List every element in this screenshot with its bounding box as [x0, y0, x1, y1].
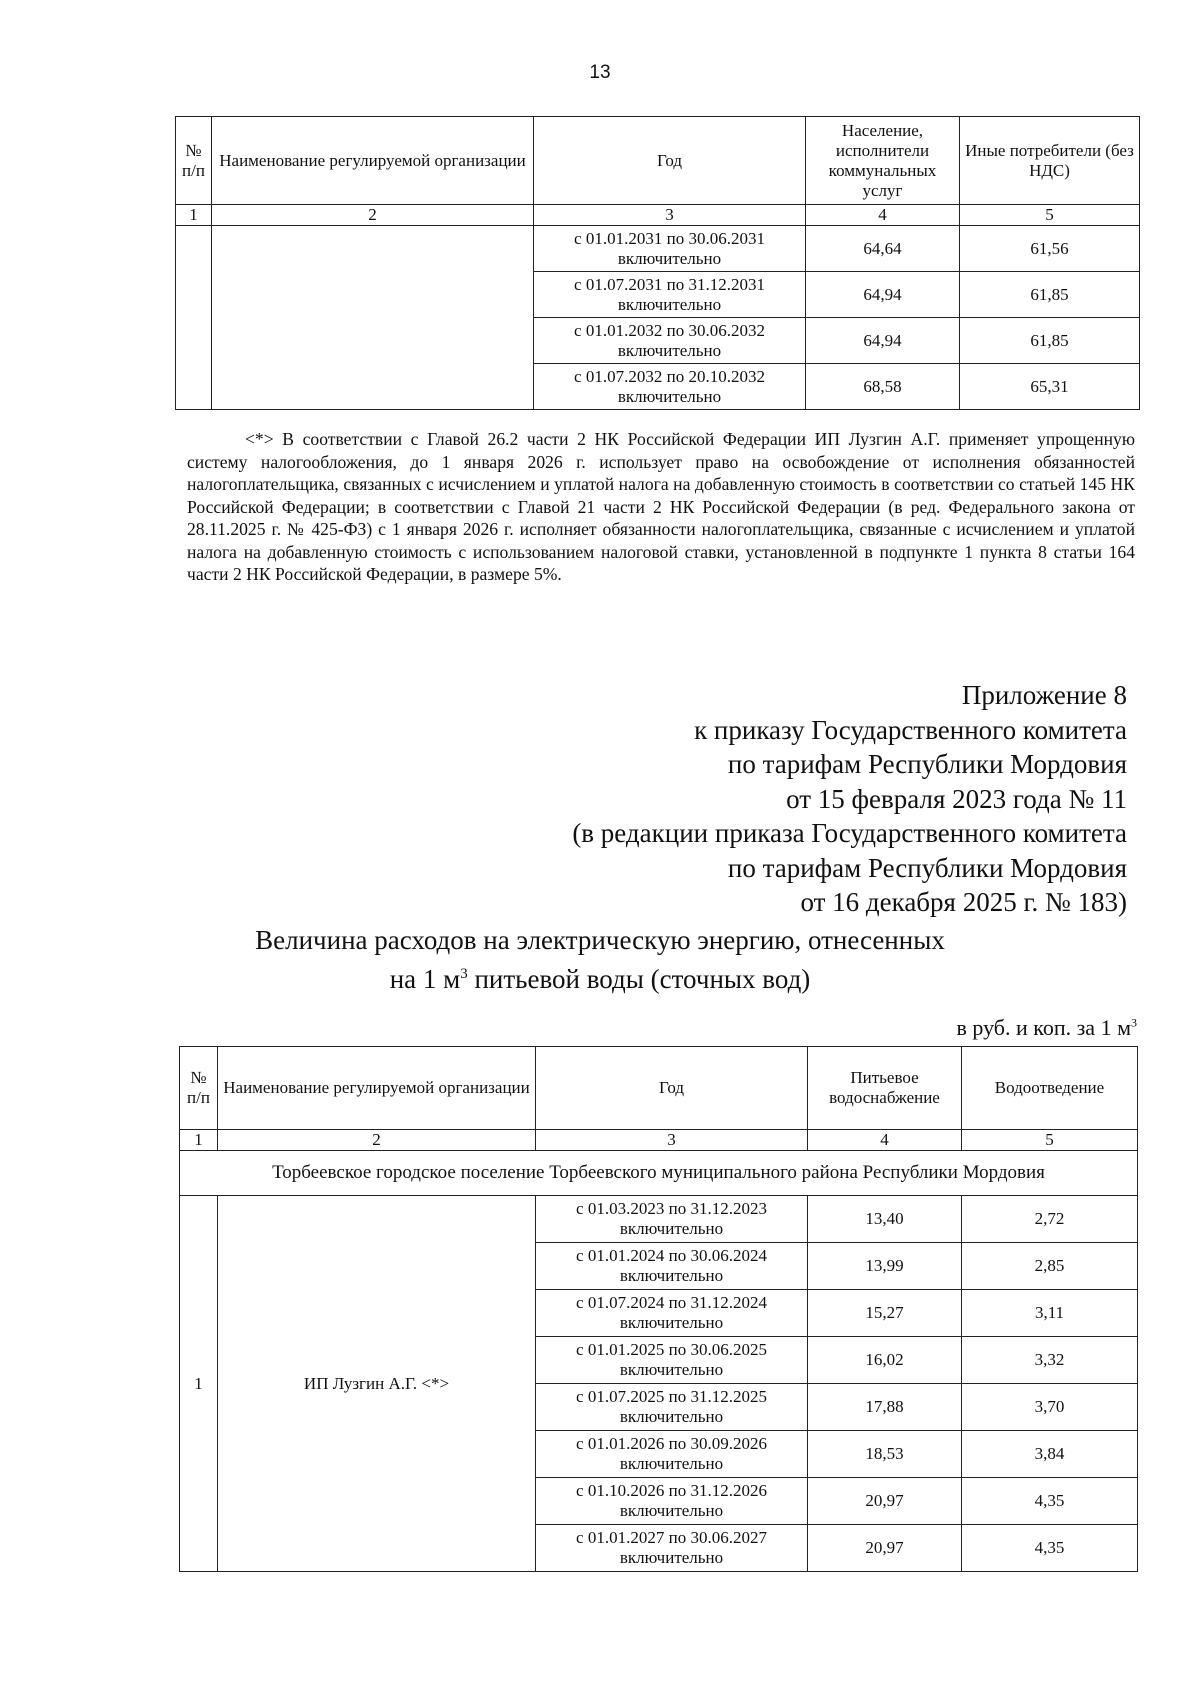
region-row — [180, 1151, 1138, 1196]
population-value: 68,58 — [806, 364, 960, 410]
period-cell: с 01.03.2023 по 31.12.2023 включительно — [536, 1196, 808, 1243]
period-cell: с 01.10.2026 по 31.12.2026 включительно — [536, 1478, 808, 1525]
index-cell: 1 — [176, 205, 212, 226]
period-cell: с 01.01.2031 по 30.06.2031 включительно — [534, 226, 806, 272]
column-index-row — [176, 205, 1140, 226]
water-value: 16,02 — [808, 1337, 962, 1384]
water-value: 20,97 — [808, 1525, 962, 1572]
sewer-value: 3,84 — [962, 1431, 1138, 1478]
row-number: 1 — [180, 1196, 218, 1572]
region-name: Торбеевское городское поселение Торбеевского муниципального района Республики Мордовия — [180, 1151, 1138, 1196]
electricity-cost-table — [179, 1046, 1138, 1572]
header-org: Наименование регулируемой организации — [212, 117, 534, 205]
appendix-line: от 15 февраля 2023 года № 11 — [786, 783, 1127, 814]
appendix-line: к приказу Государственного комитета — [694, 714, 1127, 745]
water-value: 17,88 — [808, 1384, 962, 1431]
table-header-row — [176, 117, 1140, 205]
table-row — [176, 226, 1140, 272]
period-cell: с 01.07.2031 по 31.12.2031 включительно — [534, 272, 806, 318]
water-value: 20,97 — [808, 1478, 962, 1525]
sewer-value: 3,70 — [962, 1384, 1138, 1431]
period-cell: с 01.01.2027 по 30.06.2027 включительно — [536, 1525, 808, 1572]
period-cell: с 01.01.2032 по 30.06.2032 включительно — [534, 318, 806, 364]
sewer-value: 4,35 — [962, 1525, 1138, 1572]
header-population: Население, исполнители коммунальных услуг — [806, 117, 960, 205]
column-index-row — [180, 1130, 1138, 1151]
sewer-value: 3,32 — [962, 1337, 1138, 1384]
appendix-line: Приложение 8 — [961, 680, 1127, 710]
appendix-line: по тарифам Республики Мордовия — [727, 852, 1127, 883]
num-cell-empty — [176, 226, 212, 410]
index-cell: 1 — [180, 1130, 218, 1151]
index-cell: 4 — [806, 205, 960, 226]
other-value: 61,85 — [960, 272, 1140, 318]
tariff-table-continued — [175, 116, 1140, 410]
table-row — [180, 1196, 1138, 1243]
header-num: № п/п — [176, 117, 212, 205]
index-cell: 3 — [534, 205, 806, 226]
population-value: 64,94 — [806, 318, 960, 364]
organization-name: ИП Лузгин А.Г. <*> — [218, 1196, 536, 1572]
title-line: Величина расходов на электрическую энергию, отнесенных — [255, 925, 945, 955]
sewer-value: 3,11 — [962, 1290, 1138, 1337]
population-value: 64,94 — [806, 272, 960, 318]
units-caption: в руб. и коп. за 1 $м^3$ — [956, 1015, 1137, 1040]
header-num: № п/п — [180, 1047, 218, 1130]
other-value: 61,56 — [960, 226, 1140, 272]
header-water: Питьевое водоснабжение — [808, 1047, 962, 1130]
header-org: Наименование регулируемой организации — [218, 1047, 536, 1130]
period-cell: с 01.01.2024 по 30.06.2024 включительно — [536, 1243, 808, 1290]
appendix-line: (в редакции приказа Государственного комитета — [572, 818, 1127, 848]
index-cell: 2 — [212, 205, 534, 226]
index-cell: 4 — [808, 1130, 962, 1151]
other-value: 65,31 — [960, 364, 1140, 410]
table-header-row — [180, 1047, 1138, 1130]
water-value: 15,27 — [808, 1290, 962, 1337]
org-cell-empty — [212, 226, 534, 410]
header-year: Год — [536, 1047, 808, 1130]
period-cell: с 01.07.2025 по 31.12.2025 включительно — [536, 1384, 808, 1431]
population-value: 64,64 — [806, 226, 960, 272]
water-value: 18,53 — [808, 1431, 962, 1478]
appendix-heading — [572, 678, 1127, 920]
period-cell: с 01.01.2025 по 30.06.2025 включительно — [536, 1337, 808, 1384]
tax-footnote: <*> В соответствии с Главой 26.2 части 2 НК Российской Федерации ИП Лузгин А.Г. применяет упрощенную систему налогообложения, до 1 января 2026 г. использует право на освобождение от исполнения обязанностей налогоплательщика, связанных с исчислением и уплатой налога на добавленную стоимость в соответствии со статьей 145 НК Российской Федерации; в соответствии с Главой 21 части 2 НК Российской Федерации (в ред. Федерального закона от 28.11.2025 г. № 425-ФЗ) с 1 января 2026 г. исполняет обязанности налогоплательщика, связанные с исчислением и уплатой налога на добавленную стоимость с использованием налоговой ставки, установленной в подпункте 1 пункта 8 статьи 164 части 2 НК Российской Федерации, в размере 5%. — [187, 429, 1135, 584]
sewer-value: 4,35 — [962, 1478, 1138, 1525]
sewer-value: 2,72 — [962, 1196, 1138, 1243]
water-value: 13,40 — [808, 1196, 962, 1243]
document-title — [0, 923, 1200, 996]
appendix-line: от 16 декабря 2025 г. № 183) — [800, 887, 1127, 917]
period-cell: с 01.07.2032 по 20.10.2032 включительно — [534, 364, 806, 410]
index-cell: 3 — [536, 1130, 808, 1151]
index-cell: 5 — [962, 1130, 1138, 1151]
header-year: Год — [534, 117, 806, 205]
sewer-value: 2,85 — [962, 1243, 1138, 1290]
appendix-line: по тарифам Республики Мордовия — [727, 749, 1127, 779]
page-number: 13 — [589, 62, 611, 83]
period-cell: с 01.07.2024 по 31.12.2024 включительно — [536, 1290, 808, 1337]
title-line: на 1 $м^3$ питьевой воды (сточных вод) — [389, 964, 811, 994]
index-cell: 5 — [960, 205, 1140, 226]
other-value: 61,85 — [960, 318, 1140, 364]
index-cell: 2 — [218, 1130, 536, 1151]
header-sewer: Водоотведение — [962, 1047, 1138, 1130]
period-cell: с 01.01.2026 по 30.09.2026 включительно — [536, 1431, 808, 1478]
water-value: 13,99 — [808, 1243, 962, 1290]
header-other: Иные потребители (без НДС) — [960, 117, 1140, 205]
